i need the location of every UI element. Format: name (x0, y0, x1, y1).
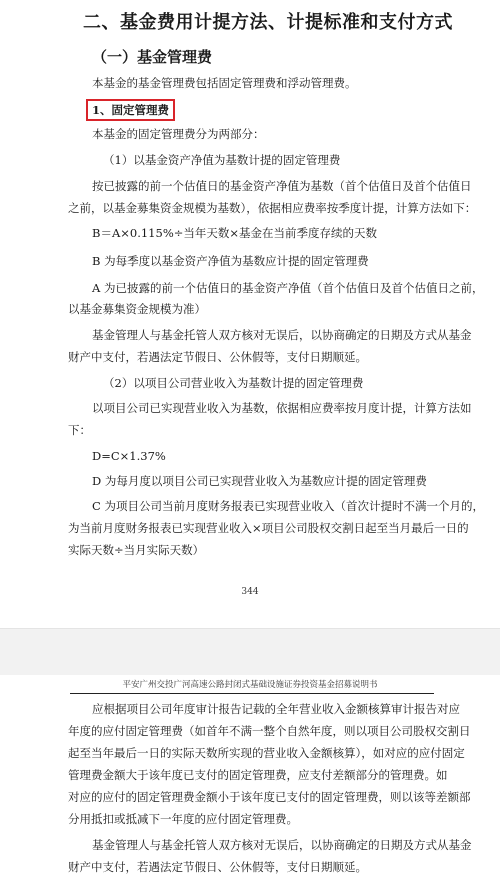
page-separator (0, 628, 500, 676)
formula-line: B＝A×0.115%÷当年天数×基金在当前季度存续的天数 (92, 226, 378, 240)
chapter-heading: 二、基金费用计提方法、计提标准和支付方式 (83, 12, 453, 33)
header-rule (70, 693, 434, 694)
body-line: C 为项目公司当前月度财务报表已实现营业收入（首次计提时不满一个月的， (92, 499, 484, 513)
body-line: 之前，以基金募集资金规模为基数），依据相应费率按季度计提，计算方法如下： (68, 201, 477, 215)
body-line: （2）以项目公司营业收入为基数计提的固定管理费 (103, 376, 364, 390)
body-line: 分用抵扣或抵减下一年度的应付固定管理费。 (68, 812, 298, 826)
body-line: 按已披露的前一个估值日的基金资产净值为基数（首个估值日及首个估值日 (92, 179, 472, 193)
body-line: 应根据项目公司年度审计报告记载的全年营业收入金额核算审计报告对应 (92, 702, 460, 716)
body-line: 基金管理人与基金托管人双方核对无误后，以协商确定的日期及方式从基金 (92, 328, 472, 342)
body-line: 财产中支付，若遇法定节假日、公休假等，支付日期顺延。 (68, 350, 367, 364)
running-header: 平安广州交投广河高速公路封闭式基础设施证券投资基金招募说明书 (122, 680, 378, 690)
body-line: （1）以基金资产净值为基数计提的固定管理费 (103, 153, 341, 167)
body-line: 基金管理人与基金托管人双方核对无误后，以协商确定的日期及方式从基金 (92, 838, 472, 852)
body-line: 年度的应付固定管理费（如首年不满一整个自然年度，则以项目公司股权交割日 (68, 724, 471, 738)
body-line: 实际天数÷当月实际天数） (68, 543, 205, 557)
intro-paragraph: 本基金的基金管理费包括固定管理费和浮动管理费。 (92, 76, 357, 90)
body-line: 以项目公司已实现营业收入为基数，依据相应费率按月度计提，计算方法如 (92, 401, 472, 415)
page-number: 344 (241, 587, 259, 597)
body-line: 本基金的固定管理费分为两部分： (92, 127, 265, 141)
body-line: D 为每月度以项目公司已实现营业收入为基数应计提的固定管理费 (92, 474, 427, 488)
document-page-2 (0, 675, 500, 877)
section-heading: （一）基金管理费 (92, 48, 213, 66)
body-line: B 为每季度以基金资产净值为基数应计提的固定管理费 (92, 254, 369, 268)
body-line: 下： (68, 423, 91, 437)
body-line: 以基金募集资金规模为准） (68, 302, 206, 316)
body-line: 财产中支付，若遇法定节假日、公休假等，支付日期顺延。 (68, 860, 367, 874)
body-line: 为当前月度财务报表已实现营业收入×项目公司股权交割日起至当月最后一日的 (68, 521, 469, 535)
body-line: A 为已披露的前一个估值日的基金资产净值（首个估值日及首个估值日之前， (92, 281, 484, 295)
highlighted-subheading: 1、固定管理费 (86, 99, 175, 121)
body-line: 管理费金额大于该年度已支付的固定管理费，应支付差额部分的管理费。如 (68, 768, 448, 782)
formula-line: D=C×1.37% (92, 449, 166, 463)
body-line: 对应的应付的固定管理费金额小于该年度已支付的固定管理费，则以该等差额部 (68, 790, 471, 804)
body-line: 起至当年最后一日的实际天数所实现的营业收入金额核算），如对应的应付固定 (68, 746, 465, 760)
